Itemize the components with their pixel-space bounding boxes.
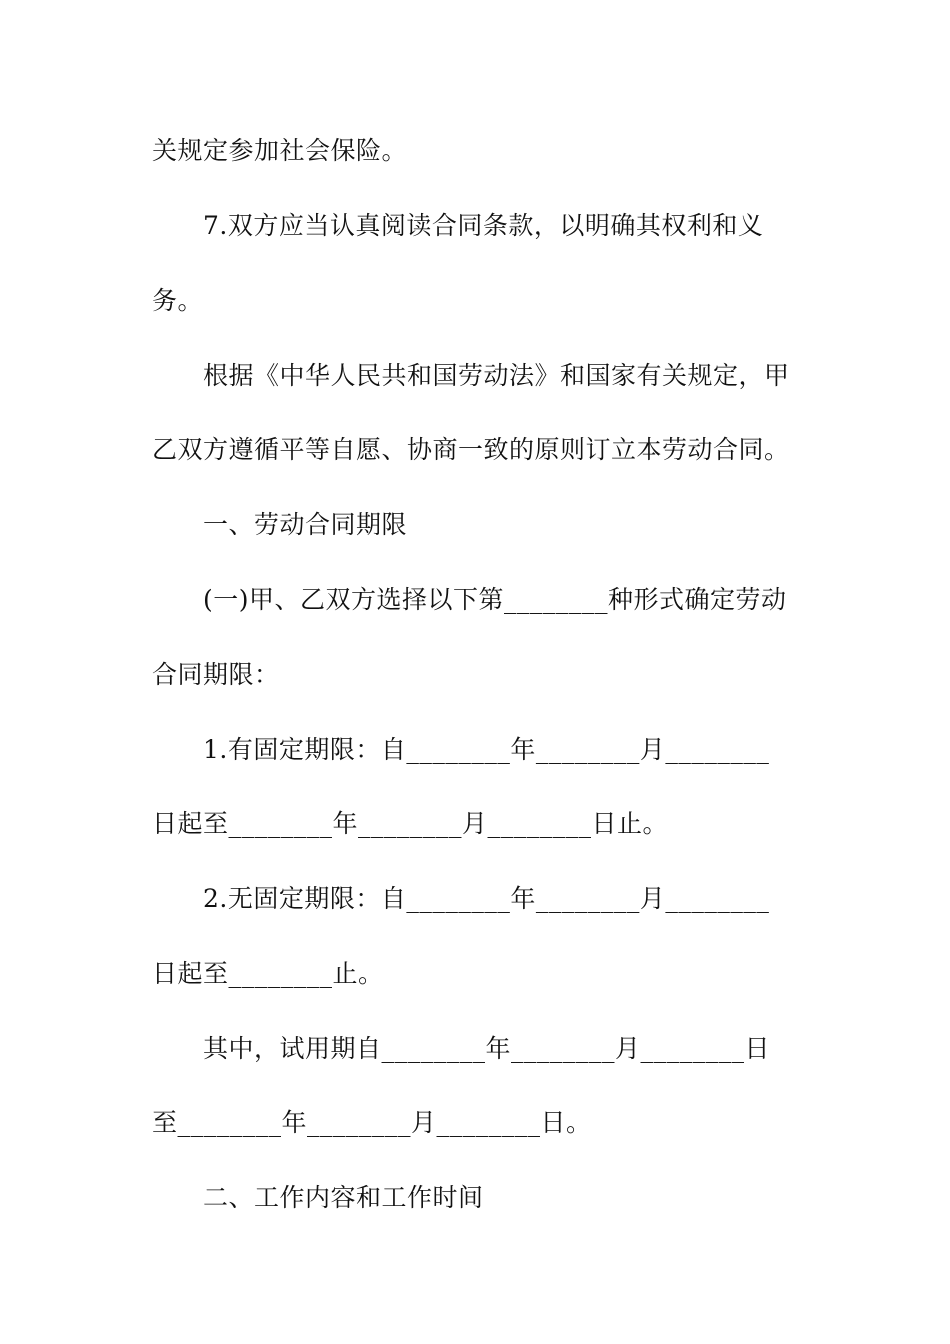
text-line: 关规定参加社会保险。: [152, 136, 408, 165]
text-line: 日起至________止。: [152, 959, 384, 988]
text-line: 乙双方遵循平等自愿、协商一致的原则订立本劳动合同。: [152, 435, 790, 464]
text-line: 至________年________月________日。: [152, 1108, 592, 1137]
text-line: (一)甲、乙双方选择以下第________种形式确定劳动: [203, 585, 787, 614]
text-line: 日起至________年________月________日止。: [152, 809, 669, 838]
text-line: 2.无固定期限：自________年________月________: [203, 884, 770, 913]
text-line: 合同期限：: [152, 660, 280, 689]
text-line: 1.有固定期限：自________年________月________: [203, 735, 770, 764]
section-heading: 二、工作内容和工作时间: [203, 1183, 484, 1212]
text-line: 其中，试用期自________年________月________日: [203, 1034, 771, 1063]
text-line: 7.双方应当认真阅读合同条款，以明确其权利和义: [203, 211, 764, 240]
text-line: 根据《中华人民共和国劳动法》和国家有关规定，甲: [203, 361, 790, 390]
section-heading: 一、劳动合同期限: [203, 510, 408, 539]
text-line: 务。: [152, 286, 204, 315]
